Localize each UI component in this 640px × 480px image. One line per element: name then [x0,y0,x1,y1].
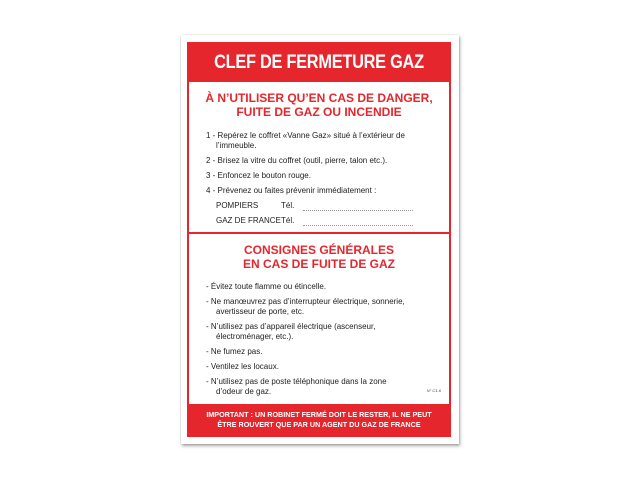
section1-heading [189,91,449,119]
step-text: 2 - Brisez la vitre du coffret (outil, pierre, talon etc.). [206,156,388,165]
section2-heading-line: CONSIGNES GÉNÉRALES [243,243,395,257]
contact-row-pompiers [206,201,446,211]
rule-text: - N’utilisez pas de poste téléphonique dans la zone [206,377,387,386]
list-item [206,171,446,181]
contact-tel-label: Tél. [281,216,295,225]
list-item [206,322,446,342]
step-text: 1 - Repérez le coffret «Vanne Gaz» situé à l’extérieur de [206,131,405,140]
contact-org: POMPIERS [216,201,259,210]
contact-row-gaz-de-france [206,216,446,226]
footer-line: ÊTRE ROUVERT QUE PAR UN AGENT DU GAZ DE FRANCE [217,419,421,429]
rule-text: - Évitez toute flamme ou étincelle. [206,282,327,291]
section-divider [189,232,449,234]
section1-heading-line: À N’UTILISER QU’EN CAS DE DANGER, [205,91,433,105]
list-item [206,186,446,196]
rule-text-cont: d’odeur de gaz. [216,387,272,396]
list-item [206,297,446,317]
sign-title: CLEF DE FERMETURE GAZ [214,52,424,73]
step-text: 3 - Enfoncez le bouton rouge. [206,171,311,180]
phone-fill-line [303,201,413,211]
rule-text: - Ne fumez pas. [206,347,263,356]
list-item [206,377,446,397]
general-instructions [206,282,446,402]
list-item [206,347,446,357]
step-text-cont: l’immeuble. [216,141,257,150]
rule-text: - N’utilisez pas d’appareil électrique (ascenseur, [206,322,376,331]
procedure-steps [206,131,446,231]
important-footer [189,404,449,435]
step-text: 4 - Prévenez ou faites prévenir immédiatement : [206,186,377,195]
phone-fill-line [303,216,413,226]
list-item [206,282,446,292]
section1-heading-line: FUITE DE GAZ OU INCENDIE [236,105,402,119]
rule-text: - Ventilez les locaux. [206,362,279,371]
contact-tel-label: Tél. [281,201,295,210]
rule-text-cont: électroménager, etc.). [216,332,294,341]
section2-heading [189,243,449,271]
contact-org: GAZ DE FRANCE [216,216,281,225]
section2-heading-line: EN CAS DE FUITE DE GAZ [242,257,395,271]
sign-frame [187,42,451,437]
rule-text-cont: avertisseur de porte, etc. [216,307,305,316]
rule-text: - Ne manœuvrez pas d’interrupteur électrique, sonnerie, [206,297,405,306]
footer-line: IMPORTANT : UN ROBINET FERMÉ DOIT LE RESTER, IL NE PEUT [206,409,432,419]
list-item [206,131,446,151]
sign-title-bar [189,44,449,82]
list-item [206,156,446,166]
gas-shutoff-sign [181,35,459,444]
sign-reference: N° C1-6 [426,388,441,393]
list-item [206,362,446,372]
